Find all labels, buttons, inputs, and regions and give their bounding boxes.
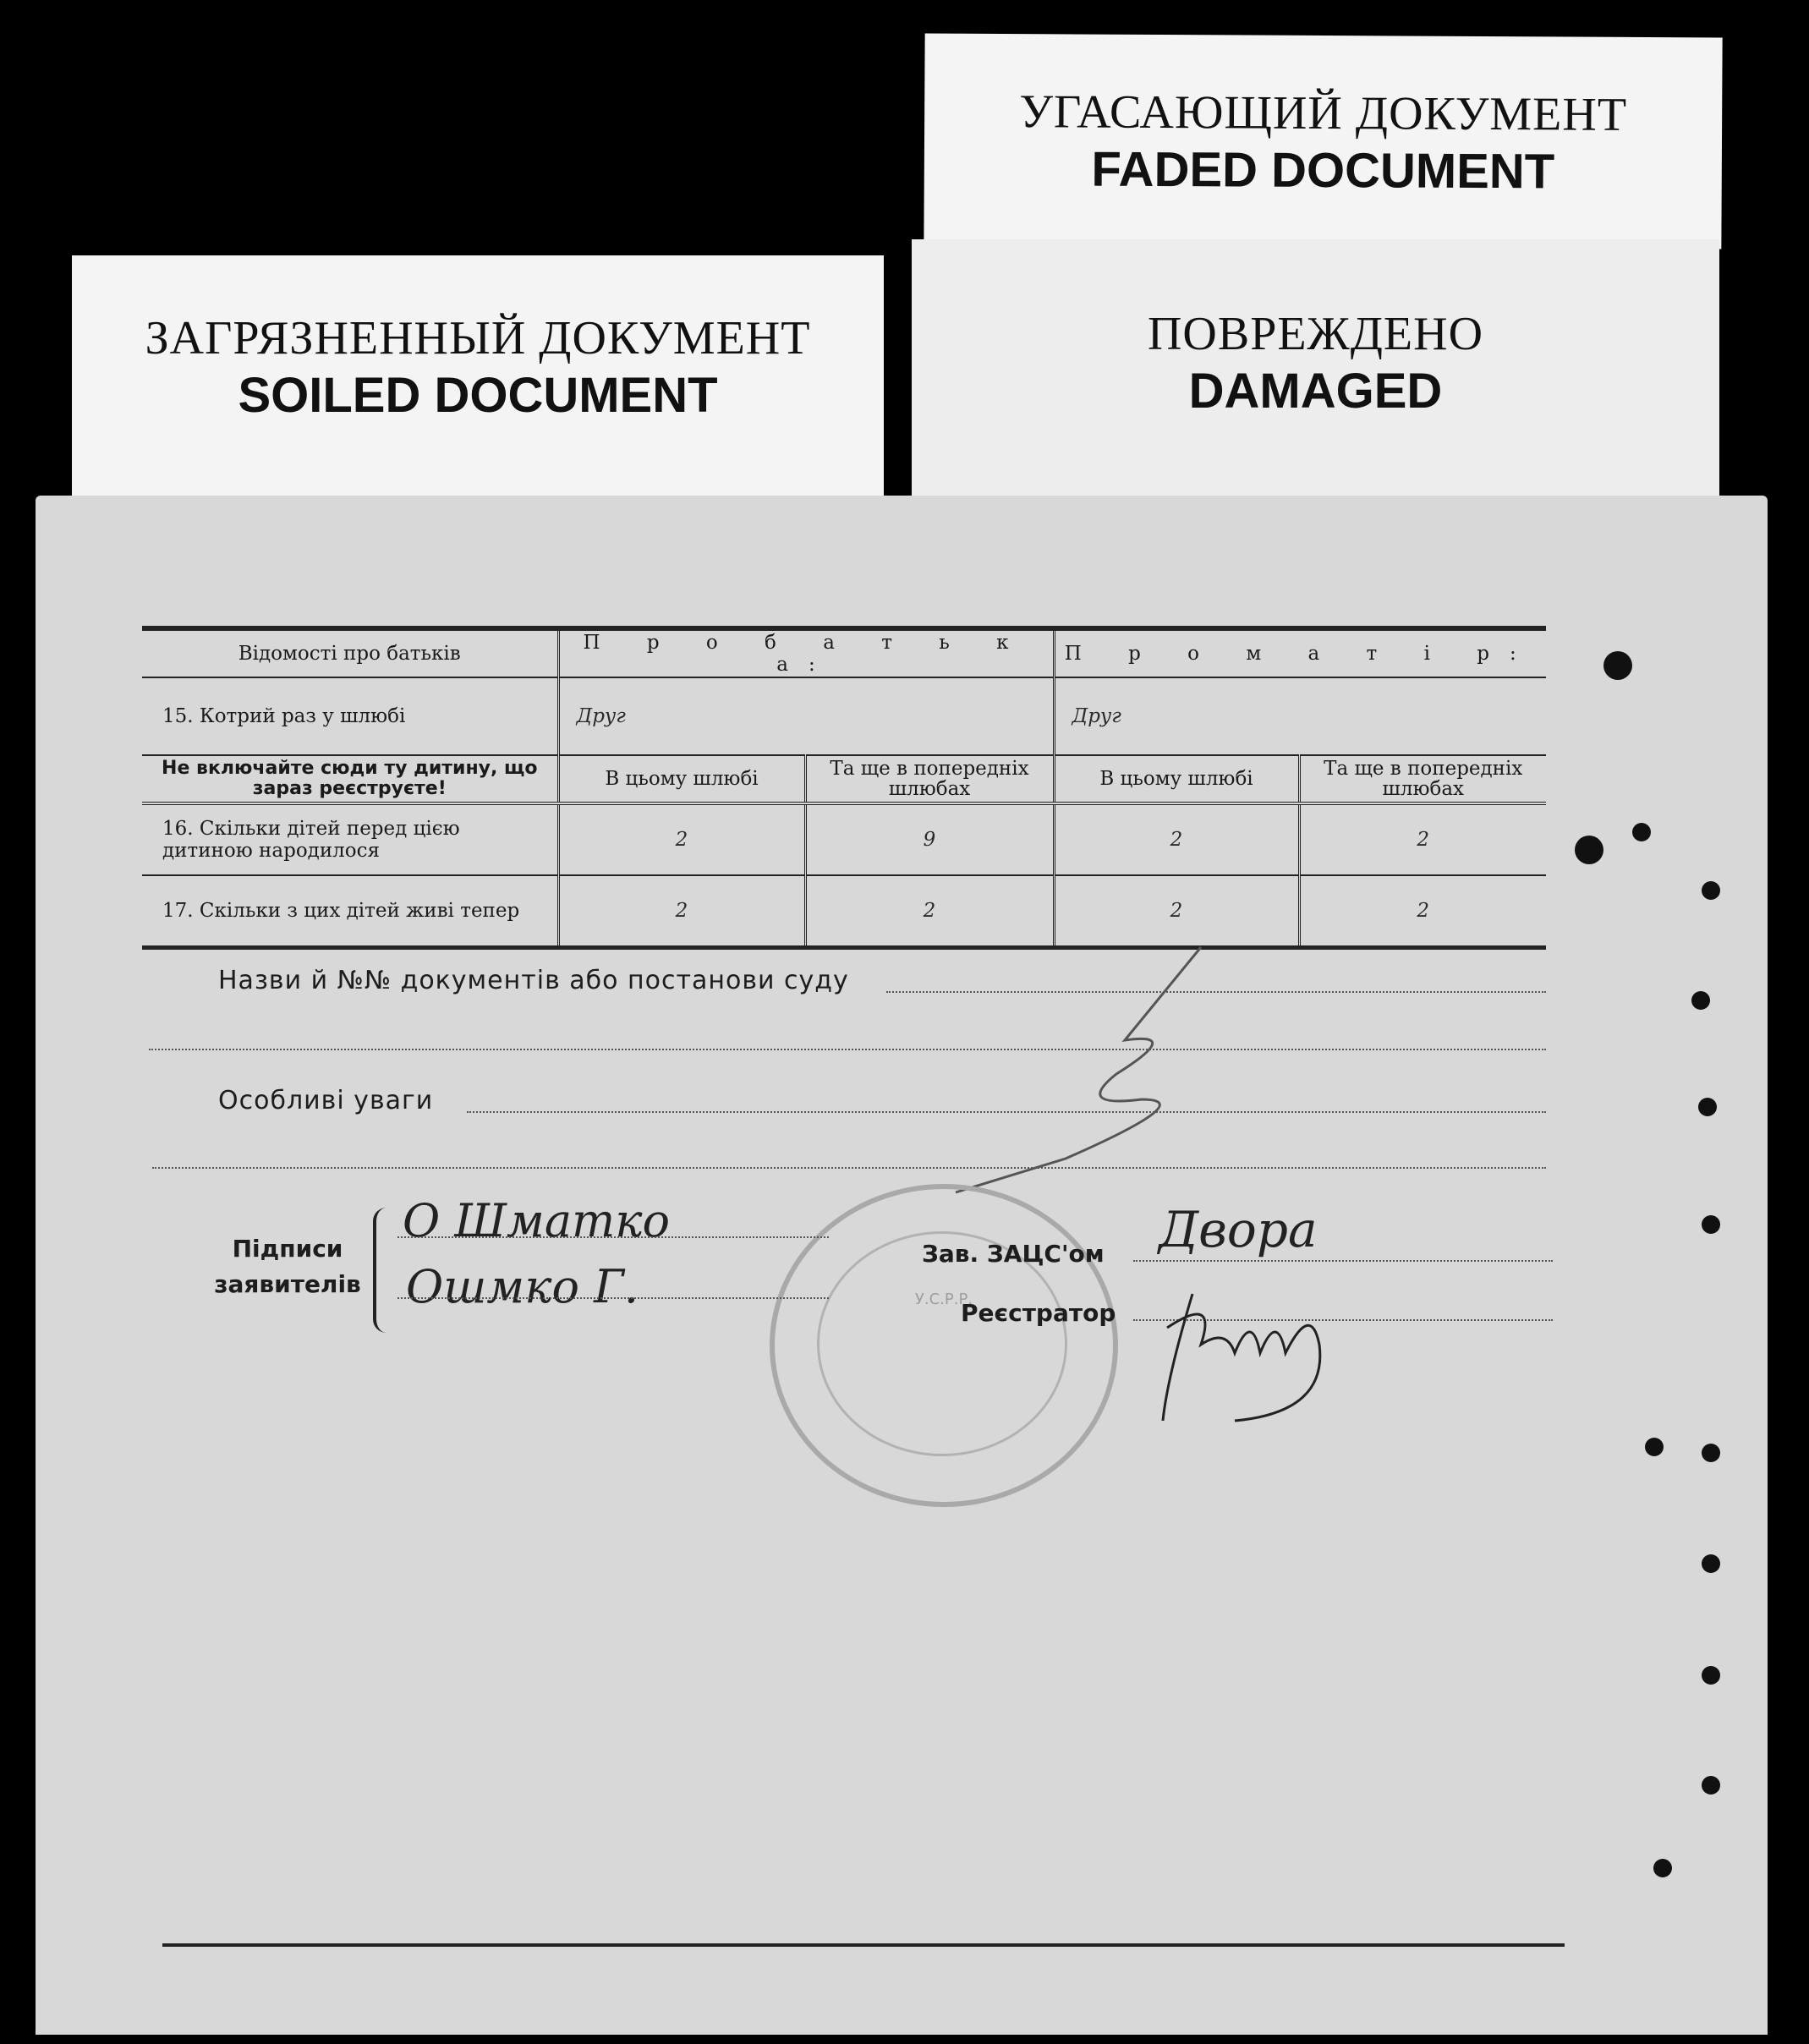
soiled-label-ru: ЗАГРЯЗНЕННЫЙ ДОКУМЕНТ <box>145 312 811 364</box>
row16-label: 16. Скільки дітей перед цією дитиною народилося <box>142 803 558 875</box>
table-row <box>142 803 1546 875</box>
damaged-label-ru: ПОВРЕЖДЕНО <box>1147 308 1484 360</box>
head-zags-label: Зав. ЗАЦС'ом <box>922 1240 1105 1268</box>
head-signature-line <box>1133 1260 1553 1262</box>
row17-father-this: 2 <box>558 875 805 948</box>
punch-hole <box>1702 881 1720 900</box>
punch-hole <box>1702 1444 1720 1462</box>
bottom-rule <box>162 1943 1565 1947</box>
signatures-label: Підписи заявителів <box>214 1235 361 1298</box>
applicant-signature-1: О Шматко <box>403 1194 670 1247</box>
row17-mother-this: 2 <box>1054 875 1299 948</box>
father-prev-marriages-header: Та ще в попередніх шлюбах <box>805 755 1054 803</box>
remarks-label: Особливі уваги <box>218 1086 434 1115</box>
row17-mother-prev: 2 <box>1299 875 1546 948</box>
soiled-label-en: SOILED DOCUMENT <box>238 368 718 423</box>
row16-mother-prev: 2 <box>1299 803 1546 875</box>
punch-hole <box>1702 1215 1720 1234</box>
row16-father-prev: 9 <box>805 803 1054 875</box>
row16-father-this: 2 <box>558 803 805 875</box>
faded-label-ru: УГАСАЮЩИЙ ДОКУМЕНТ <box>1019 85 1628 141</box>
official-seal-stamp <box>770 1184 1118 1507</box>
documents-line-2 <box>149 1049 1546 1050</box>
punch-hole <box>1603 651 1632 680</box>
header-parents-info: Відомості про батьків <box>142 628 558 677</box>
mother-this-marriage-header: В цьому шлюбі <box>1054 755 1299 803</box>
table-row <box>142 677 1546 755</box>
punch-hole <box>1632 823 1651 841</box>
documents-label: Назви й №№ документів або постанови суду <box>218 966 849 995</box>
faded-document-card <box>924 34 1722 249</box>
damaged-card <box>912 239 1719 500</box>
signature-line-2 <box>397 1297 829 1299</box>
punch-hole <box>1691 991 1710 1010</box>
exclude-child-note: Не включайте сюди ту дитину, що зараз реєструєте! <box>142 755 558 803</box>
table-row <box>142 875 1546 948</box>
punch-hole <box>1575 836 1603 864</box>
row15-mother-value: Друг <box>1054 677 1546 755</box>
punch-hole <box>1645 1438 1664 1456</box>
signature-line-1 <box>397 1236 829 1238</box>
damaged-label-en: DAMAGED <box>1188 364 1443 419</box>
row17-father-prev: 2 <box>805 875 1054 948</box>
pen-strike-mark <box>930 939 1218 1201</box>
faded-label-en: FADED DOCUMENT <box>1091 141 1555 200</box>
remarks-line-2 <box>152 1167 1546 1169</box>
table-subheader-row <box>142 755 1546 803</box>
parents-info-table <box>142 626 1546 950</box>
registrar-label: Реєстратор <box>961 1299 1116 1327</box>
row15-father-value: Друг <box>558 677 1054 755</box>
row15-label: 15. Котрий раз у шлюбі <box>142 677 558 755</box>
punch-hole <box>1698 1098 1717 1116</box>
table-header-row <box>142 628 1546 677</box>
mother-prev-marriages-header: Та ще в попередніх шлюбах <box>1299 755 1546 803</box>
soiled-document-card <box>72 255 884 501</box>
father-this-marriage-header: В цьому шлюбі <box>558 755 805 803</box>
punch-hole <box>1653 1859 1672 1877</box>
row16-mother-this: 2 <box>1054 803 1299 875</box>
seal-text: У.С.Р.Р. <box>914 1291 973 1308</box>
punch-hole <box>1702 1776 1720 1795</box>
punch-hole <box>1702 1666 1720 1685</box>
header-mother: П р о м а т і р: <box>1054 628 1546 677</box>
head-signature: Двора <box>1159 1201 1318 1258</box>
registrar-signature-mark <box>1150 1277 1353 1429</box>
punch-hole <box>1702 1554 1720 1573</box>
header-father: П р о б а т ь к а: <box>558 628 1054 677</box>
signatures-brace <box>373 1208 390 1333</box>
applicant-signature-2: Ошмко Г. <box>406 1260 639 1313</box>
row17-label: 17. Скільки з цих дітей живі тепер <box>142 875 558 948</box>
